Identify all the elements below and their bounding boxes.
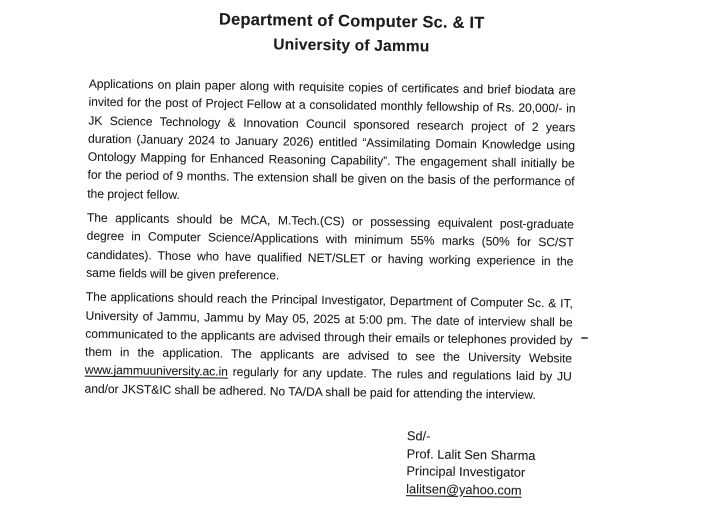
university-title: University of Jammu xyxy=(273,36,430,56)
university-website-link[interactable]: www.jammuuniversity.ac.in xyxy=(84,363,228,380)
signature-email-link[interactable]: lalitsen@yahoo.com xyxy=(406,480,522,498)
paragraph-text: regularly for any update. The rules and regulations laid by JU and/or JKST&IC shall be adhered. No TA/DA shall be paid for attending the interview. xyxy=(84,365,572,402)
signature-name: Prof. Lalit Sen Sharma xyxy=(406,445,536,463)
paragraph-eligibility xyxy=(86,209,574,289)
paragraph-submission xyxy=(84,288,572,405)
signature-sd: Sd/- xyxy=(406,428,431,444)
notice-header xyxy=(0,4,704,63)
paragraph-invitation xyxy=(87,75,576,210)
notice-body xyxy=(84,75,576,411)
paragraph-text: The applicants should be MCA, M.Tech.(CS) or possessing equivalent post-graduate degree in Computer Science/Applications with minimum 55% marks (50% for SC/ST candidates). Those who have qualified NET/SLET or having working experience in the same fields will be given preference. xyxy=(86,210,575,283)
scan-artifact-dash xyxy=(581,337,588,339)
paragraph-text: The applications should reach the Principal Investigator, Department of Computer Sc. & IT, University of Jammu, Jammu by May 05, 2025 at 5:00 pm. The date of interview shall be communicated to the applicants are advised through their emails or telephones provided by them in the application. The applicants are advised to see the University Website xyxy=(84,289,573,366)
paragraph-text: Applications on plain paper along with requisite copies of certificates and brief biodata are invited for the post of Project Fellow at a consolidated monthly fellowship of Rs. 20,000/- in JK Science Technology & Innovation Council sponsored research project of 2 years duration (January 2024 to January 2026) entitled “Assimilating Domain Knowledge using Ontology Mapping for Enhanced Reasoning Capability”. The engagement shall initially be for the period of 9 months. The extension shall be given on the basis of the performance of the project fellow. xyxy=(87,76,576,202)
signature-role: Principal Investigator xyxy=(406,463,526,480)
signature-block xyxy=(406,427,536,499)
department-title: Department of Computer Sc. & IT xyxy=(218,10,485,33)
